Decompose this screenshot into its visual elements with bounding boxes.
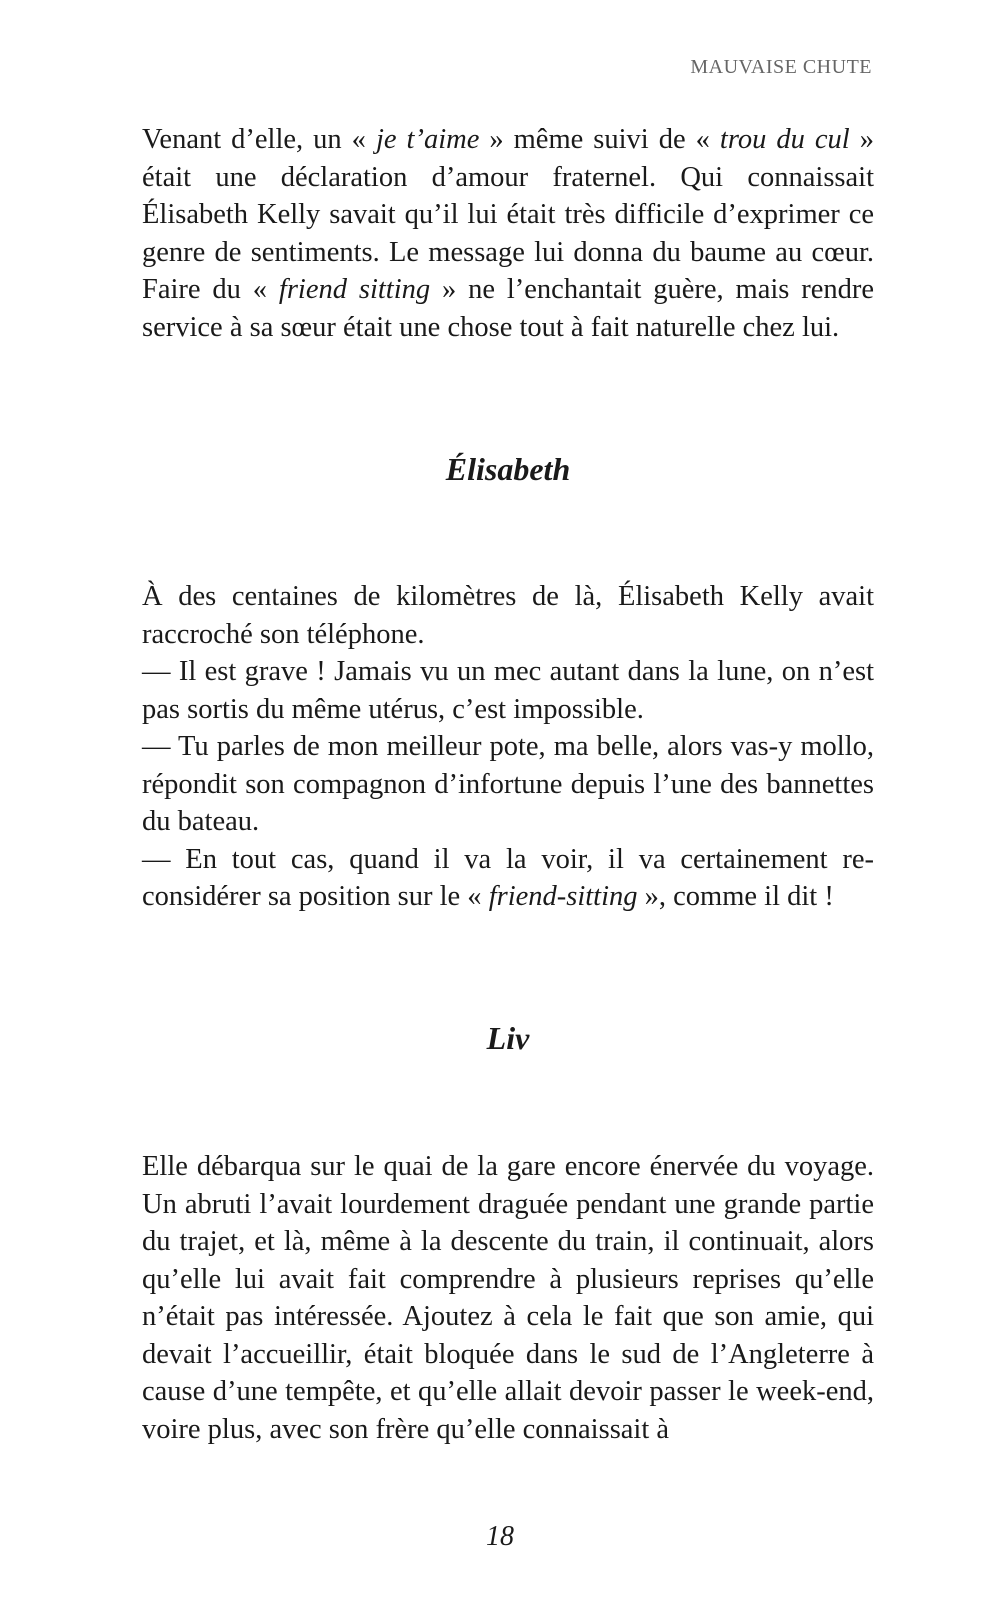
- body-text-section-1: [142, 121, 874, 346]
- paragraph: [142, 121, 874, 346]
- body-text-section-2: [142, 578, 874, 916]
- italic-phrase: friend sitting: [278, 274, 431, 305]
- text-run: », comme il dit !: [637, 881, 834, 912]
- italic-phrase: trou du cul: [719, 124, 850, 155]
- page-number: 18: [486, 1521, 514, 1552]
- italic-phrase: je t’aime: [375, 124, 480, 155]
- italic-phrase: friend-sitting: [488, 881, 638, 912]
- paragraph: Elle débarqua sur le quai de la gare encore énervée du voyage. Un abruti l’avait lourdement draguée pendant une grande partie du trajet, et là, même à la descente du train, il continuait, alors qu’elle lui avait fait comprendre à plusieurs reprises qu’elle n’était pas intéressée. Ajoutez à cela le fait que son amie, qui devait l’accueillir, était bloquée dans le sud de l’Angleterre à cause d’une tempête, et qu’elle allait devoir passer le week-end, voire plus, avec son frère qu’elle connaissait à: [142, 1151, 874, 1445]
- text-run: — En tout cas, quand il va la voir, il va certainement reconsidérer sa position sur le «: [142, 843, 874, 912]
- text-run: » était une déclaration d’amour fraternel. Qui connaissait Élisabeth Kelly savait qu’il lui était très difficile d’exprimer ce genre de sentiments. Le message lui donna du baume au cœur. Faire du «: [142, 124, 874, 305]
- text-run: » même suivi de «: [479, 124, 720, 155]
- dialogue-line: — Tu parles de mon meilleur pote, ma belle, alors vas-y mollo, répondit son compagnon d’infortune depuis l’une des bannettes du bateau.: [142, 731, 874, 837]
- text-run: Venant d’elle, un «: [142, 124, 376, 155]
- dialogue-line: [142, 841, 874, 916]
- paragraph: À des centaines de kilomètres de là, Élisabeth Kelly avait raccroché son téléphone.: [142, 581, 874, 650]
- section-heading-elisabeth: Élisabeth: [445, 451, 571, 487]
- text-run: » ne l’enchantait guère, mais rendre service à sa sœur était une chose tout à fait naturelle chez lui.: [142, 274, 875, 343]
- running-header: MAUVAISE CHUTE: [690, 56, 872, 78]
- body-text-section-3: [142, 1148, 874, 1448]
- section-heading-liv: Liv: [486, 1020, 530, 1056]
- dialogue-line: — Il est grave ! Jamais vu un mec autant dans la lune, on n’est pas sortis du même utérus, c’est impossible.: [142, 656, 874, 725]
